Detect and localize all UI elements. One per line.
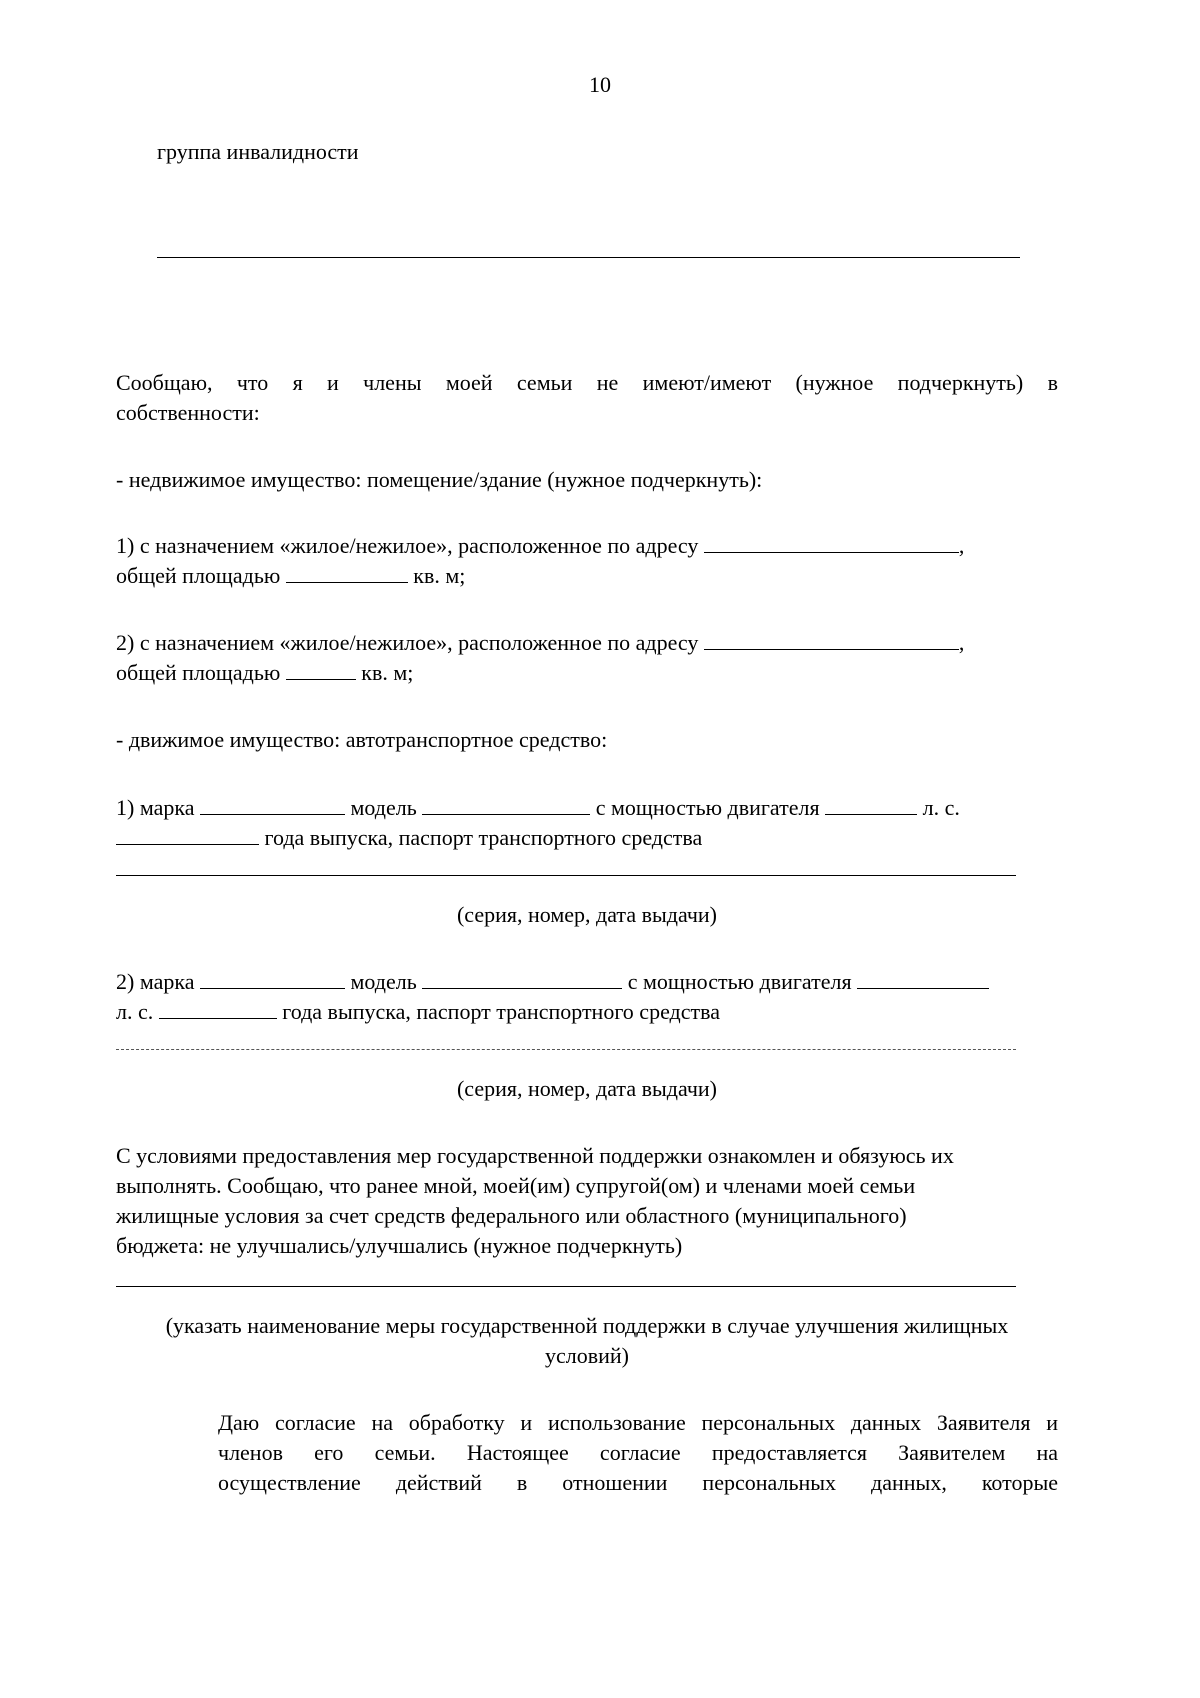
realty-item-1-address-row	[116, 531, 964, 561]
vehicle-2-hp-label: л. с.	[116, 999, 154, 1024]
realty-item-2-address-field[interactable]	[704, 629, 959, 650]
vehicle-heading: - движимое имущество: автотранспортное средство:	[116, 727, 608, 752]
realty-item-1-label: 1) с назначением «жилое/нежилое», расположенное по адресу	[116, 533, 699, 558]
vehicle-1-passport-line[interactable]	[116, 875, 1016, 876]
vehicle-1-year-field[interactable]	[116, 824, 259, 845]
ownership-intro-line2: собственности:	[116, 400, 260, 425]
realty-item-2-address-row	[116, 628, 964, 658]
page-number: 10	[589, 72, 611, 97]
vehicle-2-brand-label: 2) марка	[116, 969, 195, 994]
conditions-caption-line2: условий)	[544, 1343, 629, 1368]
vehicle-2-row1	[116, 967, 989, 997]
realty-item-1-area-row	[116, 561, 465, 591]
vehicle-2-passport-line[interactable]	[116, 1049, 1016, 1050]
vehicle-2-row2	[116, 997, 720, 1027]
vehicle-2-year-label: года выпуска, паспорт транспортного средства	[282, 999, 720, 1024]
realty-item-2-area-unit: кв. м;	[361, 660, 414, 685]
vehicle-2-model-label: модель	[350, 969, 417, 994]
conditions-line4: бюджета: не улучшались/улучшались (нужное подчеркнуть)	[116, 1233, 683, 1258]
conditions-line3: жилищные условия за счет средств федерального или областного (муниципального)	[116, 1203, 907, 1228]
vehicle-2-passport-caption: (серия, номер, дата выдачи)	[456, 1076, 717, 1101]
vehicle-1-hp-label: л. с.	[922, 795, 960, 820]
vehicle-2-year-field[interactable]	[159, 998, 277, 1019]
consent-line3: осуществление действий в отношении персональных данных, которые	[218, 1470, 1058, 1495]
conditions-measure-line[interactable]	[116, 1286, 1016, 1287]
realty-heading: - недвижимое имущество: помещение/здание (нужное подчеркнуть):	[116, 467, 763, 492]
consent-line2: членов его семьи. Настоящее согласие предоставляется Заявителем на	[218, 1440, 1058, 1465]
vehicle-1-model-field[interactable]	[422, 794, 590, 815]
vehicle-1-model-label: модель	[350, 795, 417, 820]
realty-item-2-label: 2) с назначением «жилое/нежилое», расположенное по адресу	[116, 630, 699, 655]
realty-item-2-area-label: общей площадью	[116, 660, 281, 685]
vehicle-1-passport-caption: (серия, номер, дата выдачи)	[456, 902, 717, 927]
consent-line1: Даю согласие на обработку и использование персональных данных Заявителя и	[218, 1410, 1058, 1435]
conditions-caption-line1: (указать наименование меры государственной поддержки в случае улучшения жилищных	[165, 1313, 1009, 1338]
vehicle-1-row1	[116, 793, 960, 823]
disability-label: группа инвалидности	[157, 139, 359, 164]
disability-input-line[interactable]	[157, 257, 1020, 258]
vehicle-1-power-field[interactable]	[825, 794, 917, 815]
vehicle-1-brand-field[interactable]	[200, 794, 345, 815]
vehicle-1-power-label: с мощностью двигателя	[595, 795, 820, 820]
conditions-line1: С условиями предоставления мер государственной поддержки ознакомлен и обязуюсь их	[116, 1143, 954, 1168]
realty-item-1-area-unit: кв. м;	[413, 563, 466, 588]
realty-item-1-area-field[interactable]	[286, 562, 408, 583]
vehicle-2-model-field[interactable]	[422, 968, 622, 989]
vehicle-2-power-label: с мощностью двигателя	[627, 969, 852, 994]
vehicle-1-row2	[116, 823, 702, 853]
realty-item-1-area-label: общей площадью	[116, 563, 281, 588]
vehicle-2-brand-field[interactable]	[200, 968, 345, 989]
vehicle-1-year-label: года выпуска, паспорт транспортного средства	[264, 825, 703, 850]
realty-item-1-comma: ,	[958, 533, 965, 558]
realty-item-2-comma: ,	[958, 630, 965, 655]
realty-item-2-area-row	[116, 658, 413, 688]
realty-item-1-address-field[interactable]	[704, 532, 959, 553]
vehicle-2-power-field[interactable]	[857, 968, 989, 989]
realty-item-2-area-field[interactable]	[286, 659, 356, 680]
ownership-intro-line1: Сообщаю, что я и члены моей семьи не имеют/имеют (нужное подчеркнуть) в	[116, 370, 1058, 395]
vehicle-1-brand-label: 1) марка	[116, 795, 195, 820]
conditions-line2: выполнять. Сообщаю, что ранее мной, моей(им) супругой(ом) и членами моей семьи	[116, 1173, 916, 1198]
